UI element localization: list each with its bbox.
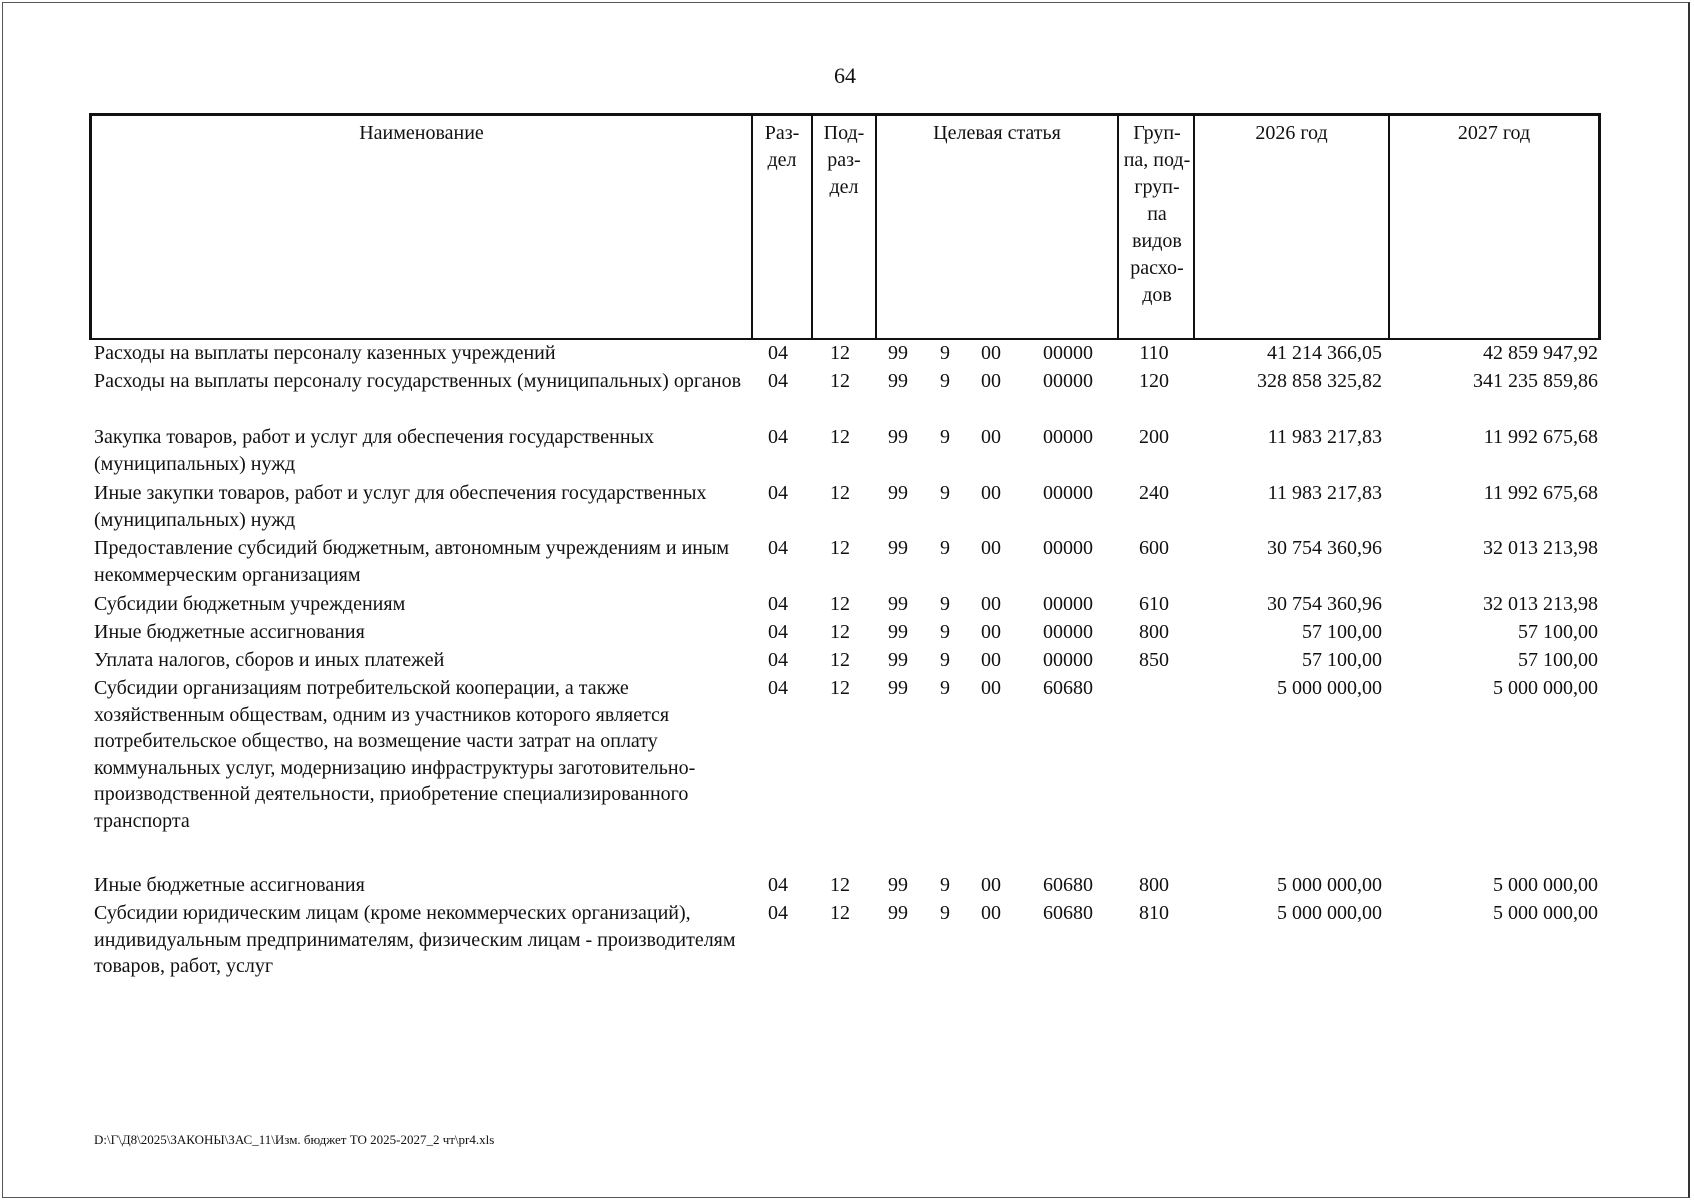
row-target-4: 60680 (1043, 677, 1093, 699)
row-razdel: 04 (768, 621, 788, 643)
row-razdel: 04 (768, 902, 788, 924)
row-group: 610 (1139, 593, 1169, 615)
header-name: Наименование (359, 122, 484, 144)
row-2027: 5 000 000,00 (1493, 677, 1598, 699)
header-target: Целевая статья (933, 122, 1061, 144)
row-name: Субсидии организациям потребительской кооперации, а также хозяйственным обществам, одним из участников которого является потребительское общество, на возмещение части затрат на оплату коммунальных услуг, модернизацию инфраструктуры заготовительно-производственной деятельности, приобретение специализированного транспорта (94, 677, 696, 832)
row-razdel: 04 (768, 370, 788, 392)
row-group: 810 (1139, 902, 1169, 924)
header-year-2026: 2026 год (1255, 122, 1328, 144)
row-group: 240 (1139, 482, 1169, 504)
page-number: 64 (834, 63, 856, 88)
row-target-2: 9 (940, 593, 950, 615)
row-2026: 41 214 366,05 (1267, 342, 1382, 364)
row-name: Уплата налогов, сборов и иных платежей (94, 649, 445, 671)
row-2027: 57 100,00 (1518, 649, 1598, 671)
row-target-4: 00000 (1043, 342, 1093, 364)
header-razdel (753, 120, 811, 174)
row-podrazdel: 12 (830, 649, 850, 671)
row-target-1: 99 (888, 621, 908, 643)
row-target-1: 99 (888, 874, 908, 896)
row-podrazdel: 12 (830, 621, 850, 643)
row-target-4: 00000 (1043, 537, 1093, 559)
row-2026: 5 000 000,00 (1277, 874, 1382, 896)
row-group: 600 (1139, 537, 1169, 559)
row-2027: 42 859 947,92 (1483, 342, 1598, 364)
row-target-2: 9 (940, 677, 950, 699)
header-divider (875, 116, 877, 338)
row-target-2: 9 (940, 649, 950, 671)
row-target-1: 99 (888, 593, 908, 615)
row-target-2: 9 (940, 902, 950, 924)
row-name: Иные бюджетные ассигнования (94, 621, 365, 643)
header-podrazdel-line: Под- (823, 122, 865, 144)
row-podrazdel: 12 (830, 537, 850, 559)
row-razdel: 04 (768, 426, 788, 448)
row-target-1: 99 (888, 537, 908, 559)
row-target-1: 99 (888, 677, 908, 699)
row-target-3: 00 (981, 874, 1001, 896)
row-2026: 57 100,00 (1302, 621, 1382, 643)
row-name: Субсидии юридическим лицам (кроме некоммерческих организаций), индивидуальным предпринимателям, физическим лицам - производителям товаров, работ, услуг (94, 902, 736, 977)
header-group-line: па, под- (1123, 149, 1191, 171)
row-2026: 30 754 360,96 (1267, 537, 1382, 559)
row-name: Расходы на выплаты персоналу казенных учреждений (94, 342, 556, 364)
row-podrazdel: 12 (830, 482, 850, 504)
row-name: Иные бюджетные ассигнования (94, 874, 365, 896)
row-group: 110 (1139, 342, 1169, 364)
row-target-4: 00000 (1043, 426, 1093, 448)
row-target-2: 9 (940, 342, 950, 364)
row-target-3: 00 (981, 537, 1001, 559)
row-target-4: 00000 (1043, 593, 1093, 615)
row-target-3: 00 (981, 902, 1001, 924)
row-target-2: 9 (940, 482, 950, 504)
row-target-2: 9 (940, 426, 950, 448)
row-target-3: 00 (981, 482, 1001, 504)
header-podrazdel (813, 120, 875, 201)
row-2027: 5 000 000,00 (1493, 902, 1598, 924)
header-divider (1388, 116, 1390, 338)
row-group: 800 (1139, 621, 1169, 643)
row-target-1: 99 (888, 426, 908, 448)
header-razdel-line: Раз- (764, 122, 800, 144)
row-2026: 5 000 000,00 (1277, 902, 1382, 924)
row-razdel: 04 (768, 677, 788, 699)
row-razdel: 04 (768, 537, 788, 559)
row-2027: 11 992 675,68 (1483, 482, 1598, 504)
row-target-1: 99 (888, 370, 908, 392)
row-target-4: 00000 (1043, 370, 1093, 392)
row-target-4: 00000 (1043, 621, 1093, 643)
row-podrazdel: 12 (830, 426, 850, 448)
row-target-2: 9 (940, 874, 950, 896)
row-group: 200 (1139, 426, 1169, 448)
row-2026: 11 983 217,83 (1267, 426, 1382, 448)
row-2026: 5 000 000,00 (1277, 677, 1382, 699)
header-group-line: Груп- (1133, 122, 1181, 144)
row-target-1: 99 (888, 482, 908, 504)
row-2027: 11 992 675,68 (1483, 426, 1598, 448)
row-podrazdel: 12 (830, 342, 850, 364)
row-target-3: 00 (981, 649, 1001, 671)
row-target-3: 00 (981, 342, 1001, 364)
row-group: 850 (1139, 649, 1169, 671)
row-target-2: 9 (940, 370, 950, 392)
row-target-2: 9 (940, 537, 950, 559)
row-target-3: 00 (981, 621, 1001, 643)
file-path-footer: D:\Г\Д8\2025\ЗАКОНЫ\ЗАС_11\Изм. бюджет ТО 2025-2027_2 чт\pr4.xls (94, 1132, 495, 1147)
row-target-4: 60680 (1043, 902, 1093, 924)
row-target-2: 9 (940, 621, 950, 643)
row-name: Расходы на выплаты персоналу государственных (муниципальных) органов (94, 370, 742, 392)
header-group-line: видов (1132, 230, 1182, 252)
row-target-3: 00 (981, 426, 1001, 448)
row-2026: 30 754 360,96 (1267, 593, 1382, 615)
row-name: Иные закупки товаров, работ и услуг для обеспечения государственных (муниципальных) нужд (94, 482, 707, 531)
row-razdel: 04 (768, 874, 788, 896)
header-podrazdel-line: дел (829, 176, 859, 198)
row-podrazdel: 12 (830, 677, 850, 699)
header-group-line: дов (1142, 284, 1172, 306)
row-2027: 32 013 213,98 (1483, 537, 1598, 559)
header-group-line: расхо- (1130, 257, 1184, 279)
row-2027: 341 235 859,86 (1473, 370, 1598, 392)
header-year-2027: 2027 год (1457, 122, 1531, 144)
row-group: 120 (1139, 370, 1169, 392)
row-target-4: 60680 (1043, 874, 1093, 896)
row-target-3: 00 (981, 677, 1001, 699)
row-target-1: 99 (888, 902, 908, 924)
header-group (1119, 120, 1195, 309)
row-target-4: 00000 (1043, 649, 1093, 671)
row-2026: 328 858 325,82 (1257, 370, 1382, 392)
row-2027: 5 000 000,00 (1493, 874, 1598, 896)
row-name: Закупка товаров, работ и услуг для обеспечения государственных (муниципальных) нужд (94, 426, 655, 475)
row-podrazdel: 12 (830, 902, 850, 924)
table-header (89, 113, 1601, 340)
row-podrazdel: 12 (830, 593, 850, 615)
header-group-line: па (1147, 203, 1167, 225)
row-target-3: 00 (981, 593, 1001, 615)
row-razdel: 04 (768, 649, 788, 671)
row-name: Предоставление субсидий бюджетным, автономным учреждениям и иным некоммерческим организациям (94, 537, 730, 586)
header-podrazdel-line: раз- (827, 149, 861, 171)
row-2026: 57 100,00 (1302, 649, 1382, 671)
row-podrazdel: 12 (830, 874, 850, 896)
row-razdel: 04 (768, 342, 788, 364)
row-target-1: 99 (888, 342, 908, 364)
row-razdel: 04 (768, 593, 788, 615)
row-group: 800 (1139, 874, 1169, 896)
header-group-line: груп- (1134, 176, 1180, 198)
row-2026: 11 983 217,83 (1267, 482, 1382, 504)
row-2027: 57 100,00 (1518, 621, 1598, 643)
row-razdel: 04 (768, 482, 788, 504)
row-podrazdel: 12 (830, 370, 850, 392)
row-target-1: 99 (888, 649, 908, 671)
row-2027: 32 013 213,98 (1483, 593, 1598, 615)
row-target-4: 00000 (1043, 482, 1093, 504)
header-razdel-line: дел (767, 149, 797, 171)
row-target-3: 00 (981, 370, 1001, 392)
row-name: Субсидии бюджетным учреждениям (94, 593, 406, 615)
